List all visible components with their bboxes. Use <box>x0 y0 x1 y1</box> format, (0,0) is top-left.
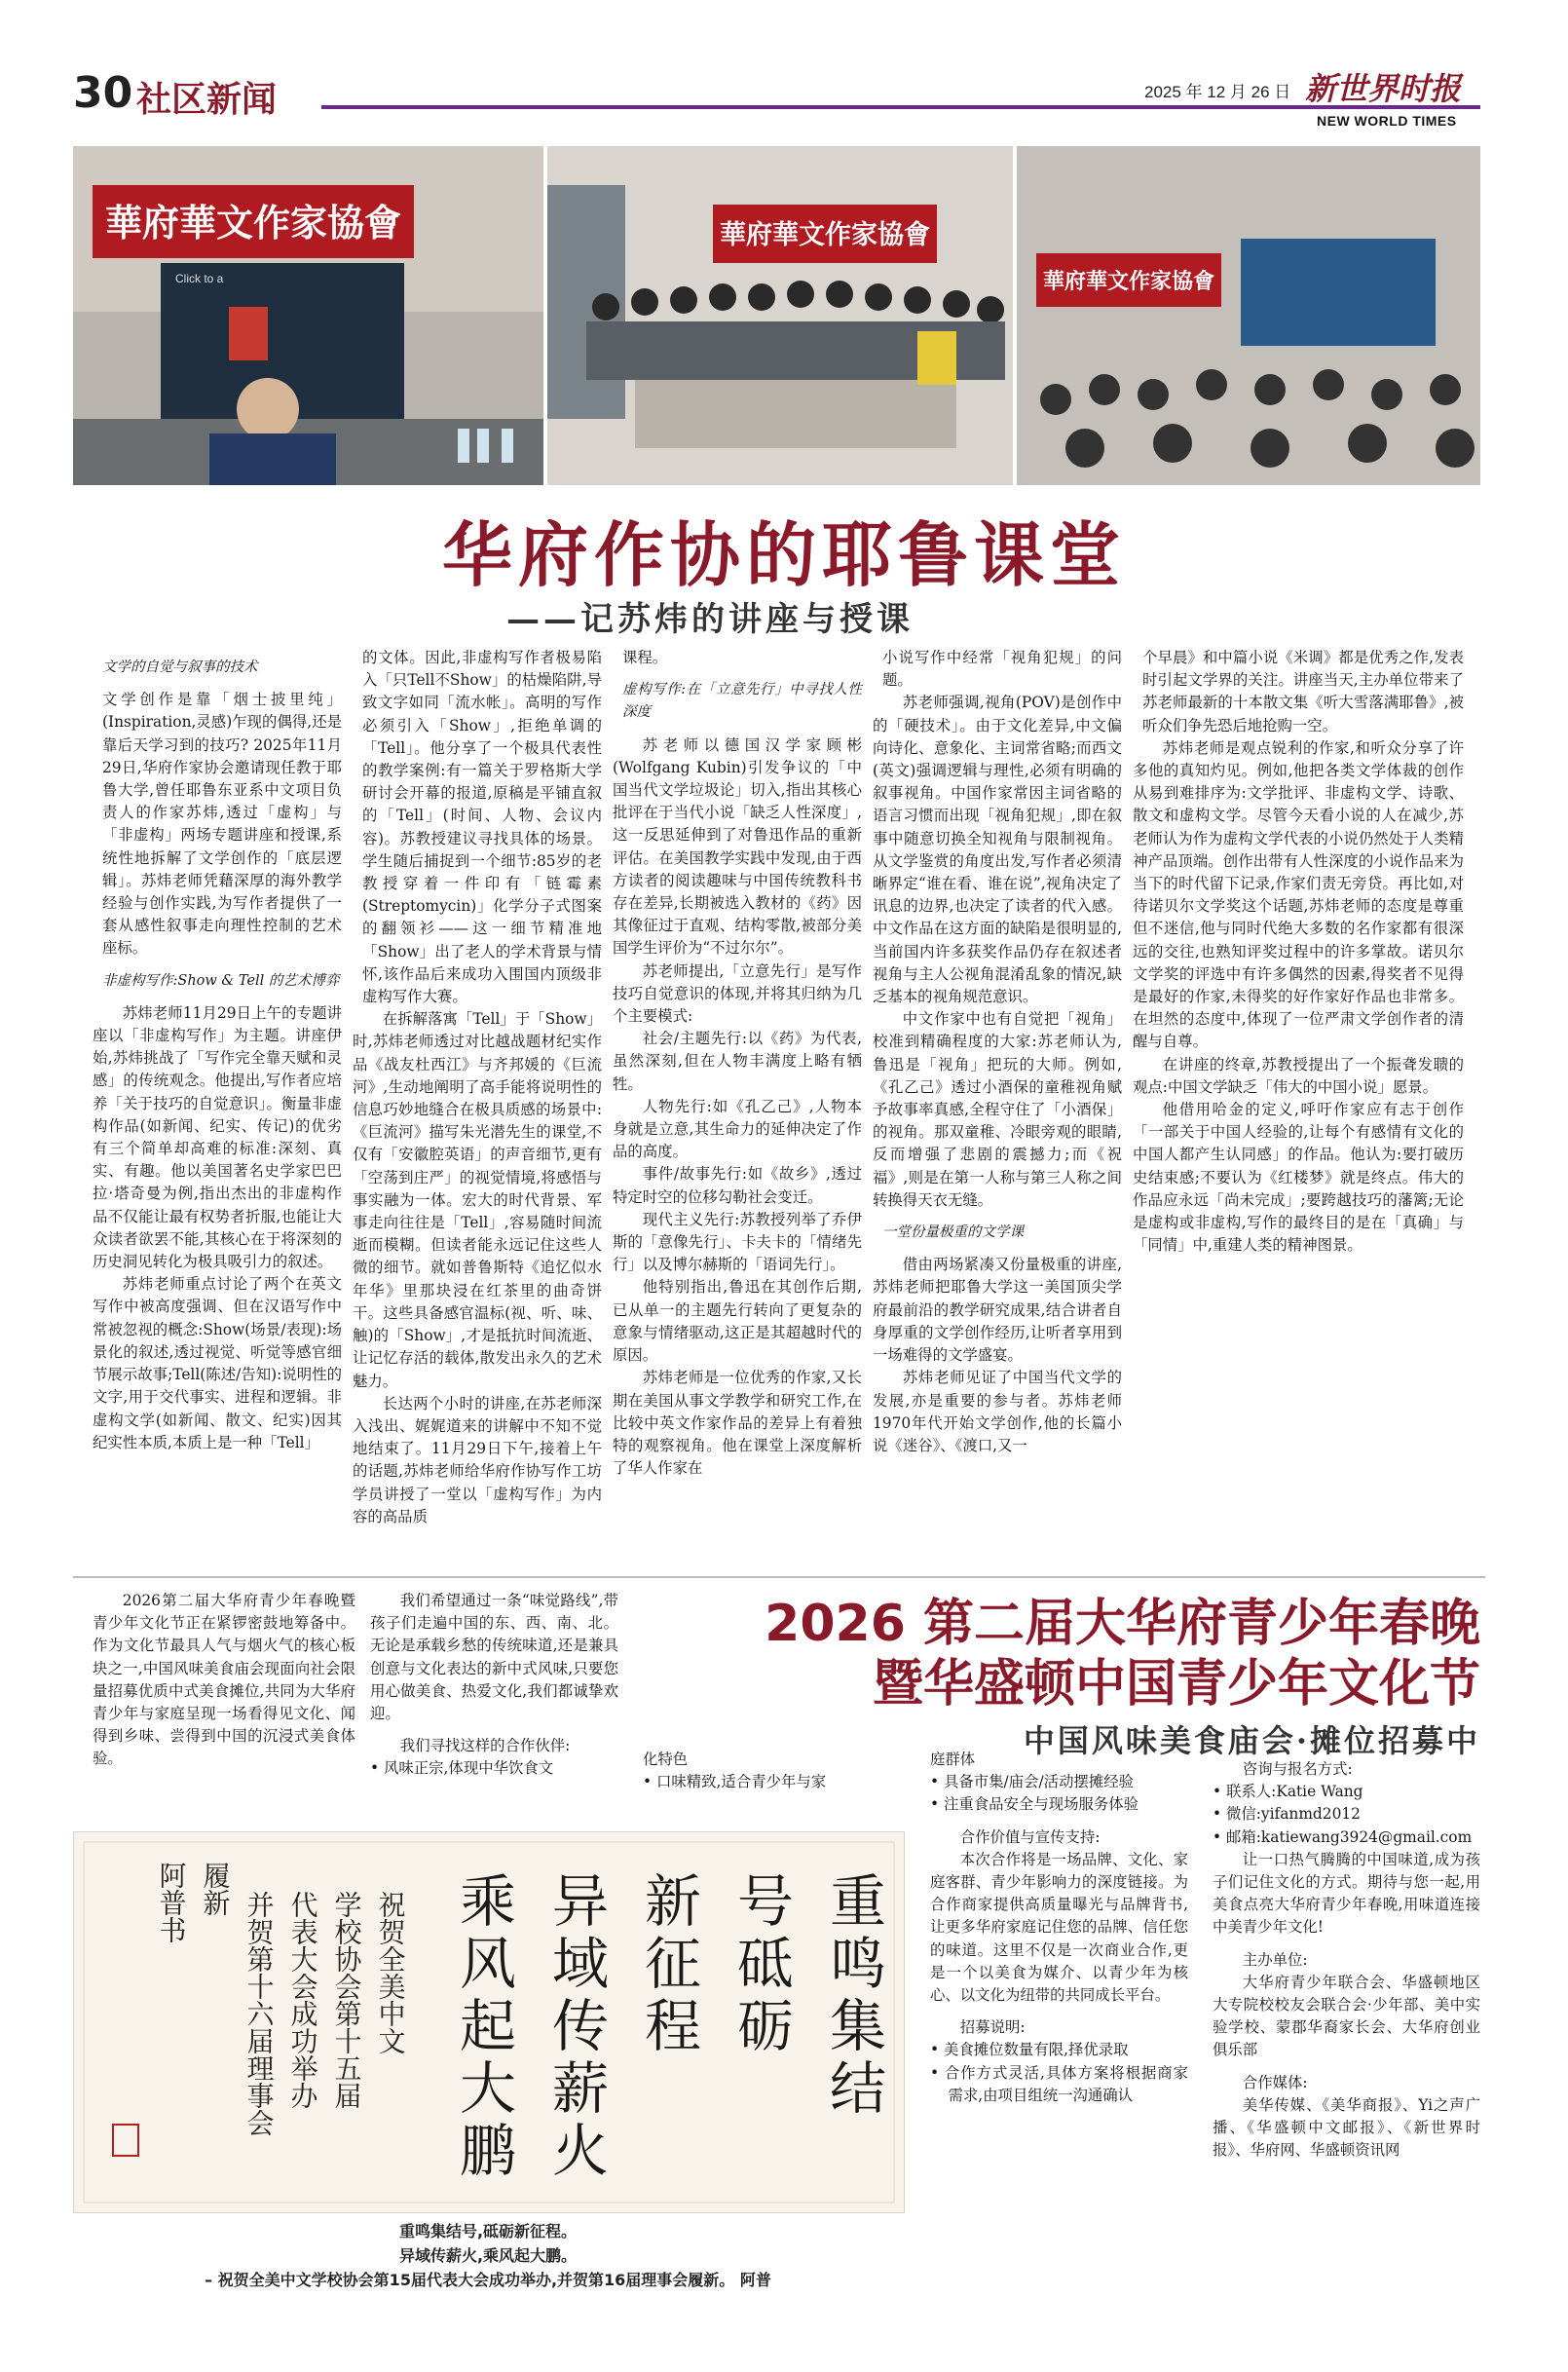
photo-audience <box>1017 146 1480 485</box>
calligraphy-artwork <box>73 1831 905 2213</box>
paragraph: 化特色 <box>643 1751 689 1768</box>
article-column-3 <box>613 647 862 1480</box>
masthead-english: NEW WORLD TIMES <box>1317 113 1457 129</box>
paragraph: • 具备市集/庙会/活动摆摊经验 <box>930 1773 1135 1791</box>
event-column-3 <box>643 1749 901 1793</box>
paragraph: 苏老师提出,「立意先行」是写作技巧自觉意识的体现,并将其归纳为几个主要模式: <box>613 961 862 1026</box>
article-column-5 <box>1133 647 1464 1257</box>
paragraph: 长达两个小时的讲座,在苏老师深入浅出、娓娓道来的讲解中不知不觉地结束了。11月29日下午,接着上午的话题,苏炜老师给华府作协写作工坊学员讲授了一堂以「虚构写作」为内容的高品质 <box>353 1394 602 1525</box>
calligraphy-inscription: 学校协会第十五届 <box>330 1891 363 2109</box>
calligraphy-column: 号砥砺 <box>728 1871 794 2058</box>
article-column-1 <box>93 647 342 1454</box>
section-title: 社区新闻 <box>136 80 278 120</box>
calligraphy-caption-1: 重鸣集结号,砥砺新征程。 <box>398 2222 578 2240</box>
calligraphy-column: 乘风起大鹏 <box>450 1871 516 2183</box>
paragraph: 文学创作是靠「烟士披里纯」(Inspiration,灵感)乍现的偶得,还是靠后天学习到的技巧? 2025年11月29日,华府作家协会邀请现任教于耶鲁大学,曾任耶鲁东亚系中文项目负责人的作家苏炜,透过「虚构」与「非虚构」两场专题讲座和授课,系统性地拆解了文学创作的「底层逻辑」。苏炜老师凭藉深厚的海外教学经验与创作实践,为写作者提供了一套从感性叙事走向理性控制的艺术座标。 <box>102 691 342 958</box>
paragraph: 苏炜老师重点讨论了两个在英文写作中被高度强调、但在汉语写作中常被忽视的概念:Show(场景/表现):场景化的叙述,透过视觉、听觉等感官细节展示故事;Tell(陈述/告知):说明性的文字,用于交代事实、进程和逻辑。非虚构文学(如新闻、散文、纪实)因其纪实性本质,本质上是一种「Tell」 <box>93 1275 342 1451</box>
paragraph: 人物先行:如《孔乙己》,人物本身就是立意,其生命力的延伸决定了作品的高度。 <box>613 1097 862 1161</box>
subheading: 合作媒体: <box>1242 2073 1308 2091</box>
section-divider <box>73 1576 1485 1578</box>
paragraph: 苏炜老师11月29日上午的专题讲座以「非虚构写作」为主题。讲座伊始,苏炜挑战了「写作完全靠天赋和灵感」的传统观念。他提出,写作者应培养「关于技巧的自觉意识」。衡量非虚构作品(如新闻、纪实、传记)的优劣有三个简单却高难的标准:深刻、真实、有趣。他以美国著名史学家巴巴拉·塔奇曼为例,指出杰出的非虚构作品不仅能让最有权势者折服,也能让大众读者欲罢不能,其核心在于将深刻的历史洞见转化为极具吸引力的叙述。 <box>93 1003 342 1271</box>
paragraph: 本次合作将是一场品牌、文化、家庭客群、青少年影响力的深度链接。为合作商家提供高质量曝光与品牌背书,让更多华府家庭记住您的品牌、信任您的味道。这里不仅是一次商业合作,更是一个以美食为媒介、以青少年为核心、以文化为纽带的共同成长平台。 <box>930 1850 1188 2005</box>
paragraph: 在讲座的终章,苏教授提出了一个振聋发聩的观点:中国文学缺乏「伟大的中国小说」愿景。 <box>1133 1055 1464 1096</box>
event-column-1 <box>93 1590 355 1771</box>
paragraph: 让一口热气腾腾的中国味道,成为孩子们记住文化的方式。期待与您一起,用美食点亮大华府青少年春晚,用味道连接中美青少年文化! <box>1213 1850 1480 1937</box>
paragraph: 小说写作中经常「视角犯规」的问题。 <box>882 649 1122 690</box>
event-column-5 <box>1213 1749 1480 2162</box>
article-column-4 <box>873 647 1122 1457</box>
subheading: 咨询与报名方式: <box>1242 1760 1353 1778</box>
event-column-4 <box>930 1749 1188 2107</box>
paragraph: 苏老师以德国汉学家顾彬(Wolfgang Kubin)引发争议的「中国当代文学垃圾论」切入,指出其核心批评在于当代小说「缺乏人性深度」,这一反思延伸到了对鲁迅作品的重新评估。在美国教学实践中发现,由于西方读者的阅读趣味与中国传统教科书存在差异,长期被选入教材的《药》因其像征过于直观、结构零散,被部分美国学生评价为“不过尔尔”。 <box>613 735 862 958</box>
banner-text: 華府華文作家協會 <box>104 201 402 245</box>
article-column-2 <box>353 647 602 1528</box>
calligraphy-inscription: 阿普书 <box>155 1862 188 1943</box>
subheading: 招募说明: <box>959 2018 1026 2037</box>
subheading: 文学的自觉与叙事的技术 <box>102 659 258 675</box>
paragraph: 苏炜老师是观点锐利的作家,和听众分享了许多他的真知灼见。例如,他把各类文学体裁的创作从易到难排序为:文学批评、非虚构文学、诗歌、散文和虚构文学。尽管今天看小说的人在减少,苏老师认为作为虚构文学代表的小说仍然处于人类精神产品顶端。创作出带有人性深度的小说作品来为当下的时代留下记录,作家们责无旁贷。再比如,对待诺贝尔文学奖这个话题,苏炜老师的态度是尊重但不迷信,他与同时代绝大多数的名作家都有很深远的交往,也熟知评奖过程中的许多掌故。诺贝尔文学奖的评选中有许多偶然的因素,得奖者不见得是最好的作家,未得奖的好作家好作品也非常多。在坦然的态度中,体现了一位严肃文学创作者的清醒与自尊。 <box>1133 738 1464 1051</box>
paragraph: 社会/主题先行:以《药》为代表,虽然深刻,但在人物丰满度上略有牺牲。 <box>613 1030 862 1093</box>
calligraphy-inscription: 代表大会成功举办 <box>286 1891 319 2109</box>
calligraphy-inscription: 祝贺全美中文 <box>374 1891 407 2054</box>
subheading: 我们寻找这样的合作伙伴: <box>399 1737 571 1755</box>
paragraph: 现代主义先行:苏教授列举了乔伊斯的「意像先行」、卡夫卡的「情绪先行」以及博尔赫斯的「语词先行」。 <box>613 1210 862 1274</box>
paragraph: 中文作家中也有自觉把「视角」校准到精确程度的大家:苏老师认为,鲁迅是「视角」把玩的大师。例如,《孔乙己》透过小酒保的童稚视角赋予故事率真感,全程守住了「小酒保」的视角。那双童稚、冷眼旁观的眼睛,反而增强了悲剧的震撼力;而《祝福》,则是在第一人称与第三人称之间转换得天衣无缝。 <box>873 1010 1122 1209</box>
masthead-logo: 新世界时报 <box>1305 70 1462 107</box>
paragraph: 课程。 <box>622 649 668 666</box>
calligraphy-column: 重鸣集结 <box>820 1871 886 2121</box>
subheading: 主办单位: <box>1242 1950 1308 1969</box>
paragraph: 他借用哈金的定义,呼吁作家应有志于创作「一部关于中国人经验的,让每个有感情有文化的中国人都产生认同感」的作品。他认为:要打破历史结束感;不要认为《红楼梦》就是终点。伟大的作品应永远「尚未完成」;要跨越技巧的藩篱;无论是虚构或非虚构,写作的最终目的是在「真确」与「同情」中,重建人类的精神图景。 <box>1133 1101 1464 1255</box>
paragraph: • 邮箱:katiewang3924@gmail.com <box>1213 1827 1473 1846</box>
calligraphy-column: 异域传薪火 <box>542 1871 609 2183</box>
calligraphy-caption-2: 异域传薪火,乘风起大鹏。 <box>398 2246 578 2265</box>
paragraph: 的文体。因此,非虚构写作者极易陷入「只Tell不Show」的枯燥陷阱,导致文字如同「流水帐」。高明的写作必须引入「Show」,拒绝单调的「Tell」。他分享了一个极具代表性的教学案例:有一篇关于罗格斯大学研讨会开幕的报道,原稿是平铺直叙的「Tell」(时间、人物、会议内容)。苏教授建议寻找具体的场景。学生随后捕捉到一个细节:85岁的老教授穿着一件印有「链霉素(Streptomycin)」化学分子式图案的翻领衫——这一细节精准地「Show」出了老人的学术背景与情怀,该作品后来成功入围国内顶级非虚构写作大赛。 <box>362 649 602 1006</box>
calligraphy-inscription: 履新 <box>199 1862 232 1916</box>
event-column-2 <box>370 1590 618 1781</box>
paragraph: 苏老师强调,视角(POV)是创作中的「硬技术」。由于文化差异,中文偏向诗化、意象化、主词常省略;而西文(英文)强调逻辑与理性,必须有明确的叙事视角。中国作家常因主词省略的语言习惯而出现「视角犯规」,即在叙事中随意切换全知视角与限制视角。从文学鉴赏的角度出发,写作者必须清晰界定“谁在看、谁在说”,视角决定了讯息的边界,也决定了读者的代入感。中文作品在这方面的缺陷是很明显的,当前国内许多获奖作品仍存在叙述者视角与主人公视角混淆乱象的情况,缺乏基本的视角规范意识。 <box>873 694 1122 1006</box>
paragraph: 在拆解落寓「Tell」于「Show」时,苏炜老师透过对比越战题材纪实作品《战友杜西江》与齐邦媛的《巨流河》,生动地阐明了高手能将说明性的信息巧妙地缝合在极具质感的场景中:《巨流河》描写朱光潜先生的课堂,不仅有「安徽腔英语」的声音细节,更有「空荡到庄严」的视觉情境,将感悟与事实融为一体。宏大的时代背景、军事走向往往是「Tell」,容易随时间流逝而模糊。但读者能永远记住这些人微的细节。就如普鲁斯特《追忆似水年华》里那块浸在红茶里的曲奇饼干。这些具备感官温标(视、听、味、触)的「Show」,才是抵抗时间流逝、让记忆存活的载体,散发出永久的艺术魅力。 <box>353 1010 602 1390</box>
paragraph: • 联系人:Katie Wang <box>1213 1783 1363 1801</box>
paragraph: • 微信:yifanmd2012 <box>1213 1805 1361 1824</box>
subheading: 一堂份量极重的文学课 <box>882 1224 1024 1241</box>
issue-date: 2025 年 12 月 26 日 <box>1144 83 1291 101</box>
calligraphy-caption-3: – 祝贺全美中文学校协会第15届代表大会成功举办,并贺第16届理事会履新。 阿普 <box>205 2271 771 2289</box>
subheading: 虚构写作:在「立意先行」中寻找人性深度 <box>622 682 862 721</box>
paragraph: 个早晨》和中篇小说《米调》都是优秀之作,发表时引起文学界的关注。讲座当天,主办单位带来了苏老师最新的十本散文集《听大雪落满耶鲁》,被听众们争先恐后地抢购一空。 <box>1142 649 1464 734</box>
paragraph: • 注重食品安全与现场服务体验 <box>930 1795 1139 1814</box>
screen-text: Click to a <box>175 272 224 285</box>
event-headline-line2: 暨华盛顿中国青少年文化节 <box>872 1655 1480 1713</box>
photo-group <box>547 146 1013 485</box>
paragraph: 我们希望通过一条“味觉路线”,带孩子们走遍中国的东、西、南、北。无论是承载乡愁的传统味道,还是兼具创意与文化表达的新中式风味,只要您用心做美食、热爱文化,我们都诚挚欢迎。 <box>370 1592 618 1723</box>
paragraph: • 风味正宗,体现中华饮食文 <box>370 1759 554 1778</box>
paragraph: 事件/故事先行:如《故乡》,透过特定时空的位移勾勒社会变迁。 <box>613 1165 862 1206</box>
paragraph: 苏炜老师见证了中国当代文学的发展,亦是重要的参与者。苏炜老师1970年代开始文学创作,他的长篇小说《迷谷》、《渡口,又一 <box>873 1369 1122 1454</box>
seal-stamp <box>113 2125 138 2156</box>
article-subheadline: ——记苏炜的讲座与授课 <box>506 600 914 639</box>
svg-text:華府華文作家協會: 華府華文作家協會 <box>720 220 930 250</box>
paragraph: • 合作方式灵活,具体方案将根据商家需求,由项目组统一沟通确认 <box>930 2063 1188 2104</box>
event-subheadline: 中国风味美食庙会·摊位招募中 <box>1023 1722 1480 1759</box>
paragraph: 借由两场紧凑又份量极重的讲座,苏炜老师把耶鲁大学这一美国顶尖学府最前沿的教学研究成果,结合讲者自身厚重的文学创作经历,让听者享用到一场难得的文学盛宴。 <box>873 1256 1122 1365</box>
photo-lecturer <box>73 146 543 485</box>
page-number: 30 <box>73 68 133 118</box>
paragraph: 2026第二届大华府青少年春晚暨青少年文化节正在紧锣密鼓地筹备中。作为文化节最具人气与烟火气的核心板块之一,中国风味美食庙会现面向社会限量招募优质中式美食摊位,共同为大华府青少年与家庭呈现一场看得见文化、闻得到乡味、尝得到中国的沉浸式美食体验。 <box>93 1592 355 1768</box>
event-headline-line1: 2026 第二届大华府青少年春晚 <box>765 1595 1480 1653</box>
paragraph: 他特别指出,鲁迅在其创作后期,已从单一的主题先行转向了更复杂的意象与情绪驱动,这正是其超越时代的原因。 <box>613 1278 862 1365</box>
paragraph: • 美食摊位数量有限,择优录取 <box>930 2041 1129 2059</box>
calligraphy-column: 新征程 <box>635 1871 701 2058</box>
paragraph: 美华传媒、《美华商报》、Yi之声广播、《华盛顿中文邮报》、《新世界时报》、华府网、华盛顿资讯网 <box>1213 2095 1480 2160</box>
paragraph: 大华府青少年联合会、华盛顿地区大专院校校友会联合会·少年部、美中实验学校、蒙郡华裔家长会、大华府创业俱乐部 <box>1213 1973 1480 2059</box>
subheading: 合作价值与宣传支持: <box>959 1827 1101 1846</box>
event-headline <box>701 1594 1480 1714</box>
subheading: 非虚构写作:Show & Tell 的艺术博弈 <box>102 972 340 989</box>
calligraphy-inscription: 并贺第十六届理事会 <box>243 1891 276 2136</box>
paragraph: 苏炜老师是一位优秀的作家,又长期在美国从事文学教学和研究工作,在比较中英文作家作品的差异上有着独特的观察视角。他在课堂上深度解析了华人作家在 <box>613 1369 862 1478</box>
svg-text:華府華文作家協會: 華府華文作家協會 <box>1042 269 1215 294</box>
paragraph: 庭群体 <box>930 1751 976 1768</box>
article-headline: 华府作协的耶鲁课堂 <box>441 514 1126 596</box>
paragraph: • 口味精致,适合青少年与家 <box>643 1773 827 1791</box>
